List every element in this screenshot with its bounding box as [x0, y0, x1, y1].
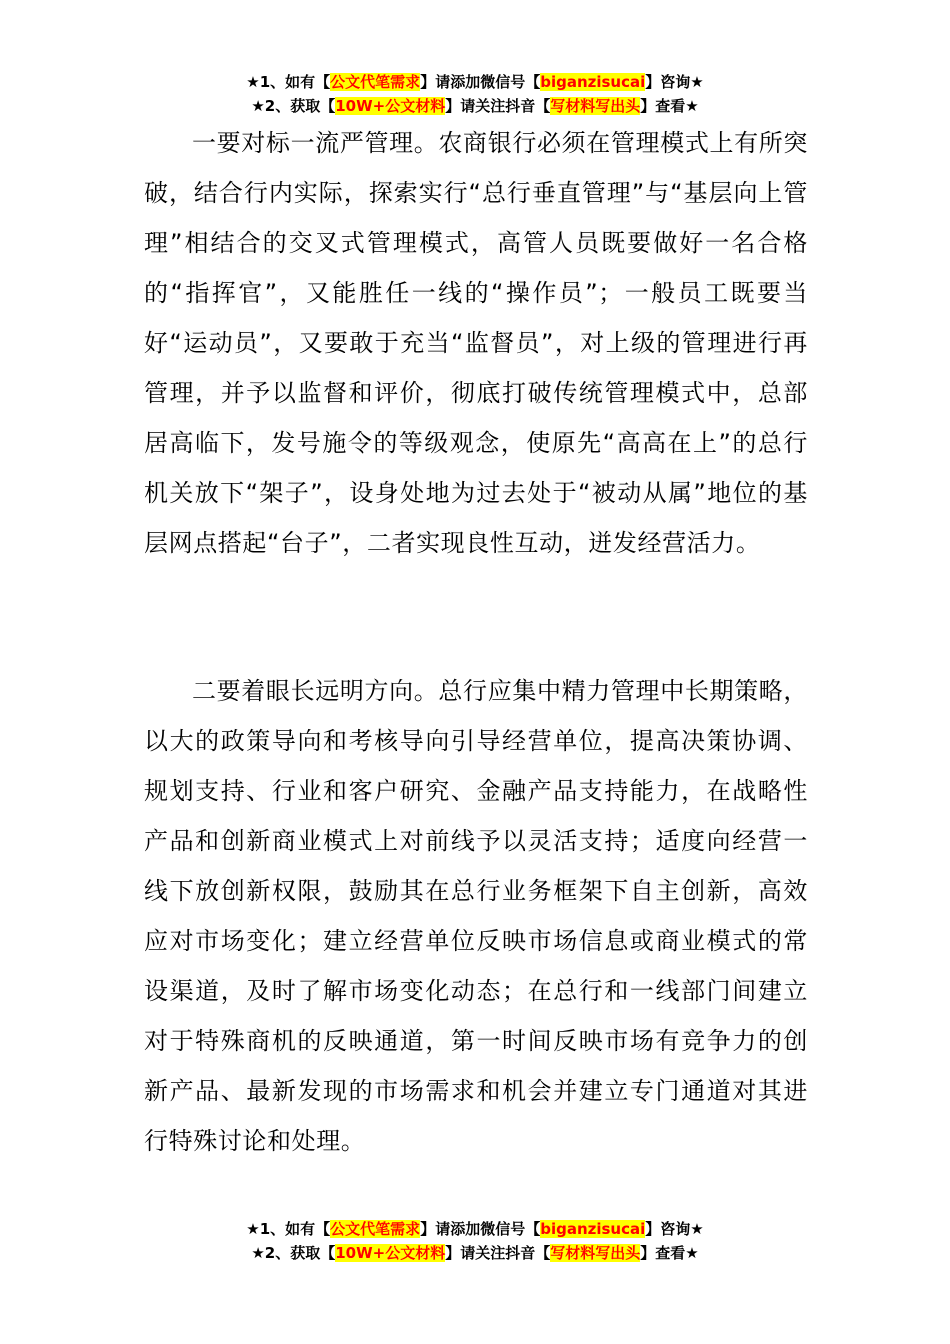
notice-text: ★1、如有【: [246, 73, 331, 91]
highlight-service: 公文代笔需求: [330, 1220, 421, 1238]
notice-text: 】查看★: [640, 1244, 699, 1262]
notice-text: 】请添加微信号【: [420, 73, 541, 91]
highlight-douyin-account: 写材料写出头: [550, 1244, 641, 1262]
notice-text: 】请添加微信号【: [420, 1220, 541, 1238]
notice-text: 】请关注抖音【: [445, 97, 551, 115]
notice-text: 】查看★: [640, 97, 699, 115]
highlight-wechat-id: biganzisucai: [540, 1220, 646, 1238]
notice-text: 】请关注抖音【: [445, 1244, 551, 1262]
footer-notice: [0, 1217, 950, 1265]
notice-line-1: [0, 70, 950, 94]
highlight-douyin-account: 写材料写出头: [550, 97, 641, 115]
highlight-service: 公文代笔需求: [330, 73, 421, 91]
header-notice: [0, 70, 950, 118]
highlight-materials: 10W+公文材料: [335, 97, 446, 115]
notice-line-1: [0, 1217, 950, 1241]
highlight-materials: 10W+公文材料: [335, 1244, 446, 1262]
notice-text: ★2、获取【: [251, 97, 336, 115]
notice-line-2: [0, 1241, 950, 1265]
highlight-wechat-id: biganzisucai: [540, 73, 646, 91]
body-paragraph-1: 一要对标一流严管理。农商银行必须在管理模式上有所突破，结合行内实际，探索实行“总行垂直管理”与“基层向上管理”相结合的交叉式管理模式，高管人员既要做好一名合格的“指挥官”，又能胜任一线的“操作员”；一般员工既要当好“运动员”，又要敢于充当“监督员”，对上级的管理进行再管理，并予以监督和评价，彻底打破传统管理模式中，总部居高临下，发号施令的等级观念，使原先“高高在上”的总行机关放下“架子”，设身处地为过去处于“被动从属”地位的基层网点搭起“台子”，二者实现良性互动，迸发经营活力。: [144, 129, 808, 557]
notice-text: ★2、获取【: [251, 1244, 336, 1262]
notice-text: ★1、如有【: [246, 1220, 331, 1238]
notice-text: 】咨询★: [645, 1220, 704, 1238]
notice-text: 】咨询★: [645, 73, 704, 91]
body-paragraph-2: 二要着眼长远明方向。总行应集中精力管理中长期策略，以大的政策导向和考核导向引导经营单位，提高决策协调、规划支持、行业和客户研究、金融产品支持能力，在战略性产品和创新商业模式上对前线予以灵活支持；适度向经营一线下放创新权限，鼓励其在总行业务框架下自主创新，高效应对市场变化；建立经营单位反映市场信息或商业模式的常设渠道，及时了解市场变化动态；在总行和一线部门间建立对于特殊商机的反映通道，第一时间反映市场有竞争力的创新产品、最新发现的市场需求和机会并建立专门通道对其进行特殊讨论和处理。: [144, 677, 808, 1155]
notice-line-2: [0, 94, 950, 118]
